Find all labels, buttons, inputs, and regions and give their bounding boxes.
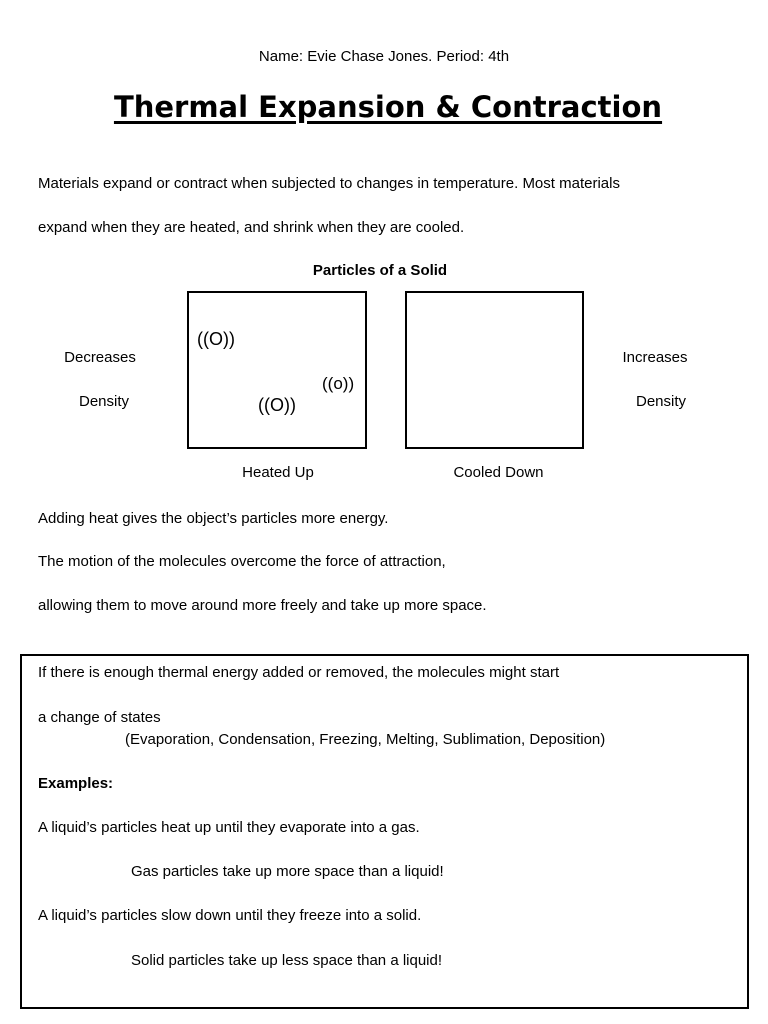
diagram-title: Particles of a Solid (312, 262, 448, 279)
states-list: (Evaporation, Condensation, Freezing, Melting, Sublimation, Deposition) (125, 731, 606, 748)
states-line-2: a change of states (38, 709, 161, 726)
explanation-line-2: The motion of the molecules overcome the force of attraction, (38, 553, 446, 570)
example-1-note: Gas particles take up more space than a liquid! (131, 863, 444, 880)
cooled-caption: Cooled Down (453, 464, 544, 481)
right-label-line-2: Density (635, 393, 687, 410)
particle-2: ((o)) (322, 374, 355, 393)
explanation-line-1: Adding heat gives the object’s particles more energy. (38, 510, 389, 527)
heated-caption: Heated Up (242, 464, 314, 481)
intro-line-2: expand when they are heated, and shrink when they are cooled. (38, 219, 465, 236)
right-label-line-1: Increases (622, 349, 688, 366)
explanation-line-3: allowing them to move around more freely and take up more space. (38, 597, 487, 614)
example-2-note: Solid particles take up less space than a liquid! (131, 952, 443, 969)
example-1: A liquid’s particles heat up until they evaporate into a gas. (38, 819, 420, 836)
student-name-line: Name: Evie Chase Jones. Period: 4th (258, 48, 510, 65)
examples-heading: Examples: (38, 775, 114, 792)
states-line-1: If there is enough thermal energy added or removed, the molecules might start (38, 664, 560, 681)
particle-3: ((O)) (258, 395, 296, 415)
heated-particles-box (187, 291, 367, 449)
intro-line-1: Materials expand or contract when subjected to changes in temperature. Most materials (38, 175, 620, 192)
particle-1: ((O)) (197, 329, 235, 349)
cooled-particles-box (405, 291, 584, 449)
example-2: A liquid’s particles slow down until they freeze into a solid. (38, 907, 422, 924)
page-title: Thermal Expansion & Contraction (113, 90, 663, 124)
left-label-line-2: Density (78, 393, 130, 410)
left-label-line-1: Decreases (64, 349, 136, 366)
